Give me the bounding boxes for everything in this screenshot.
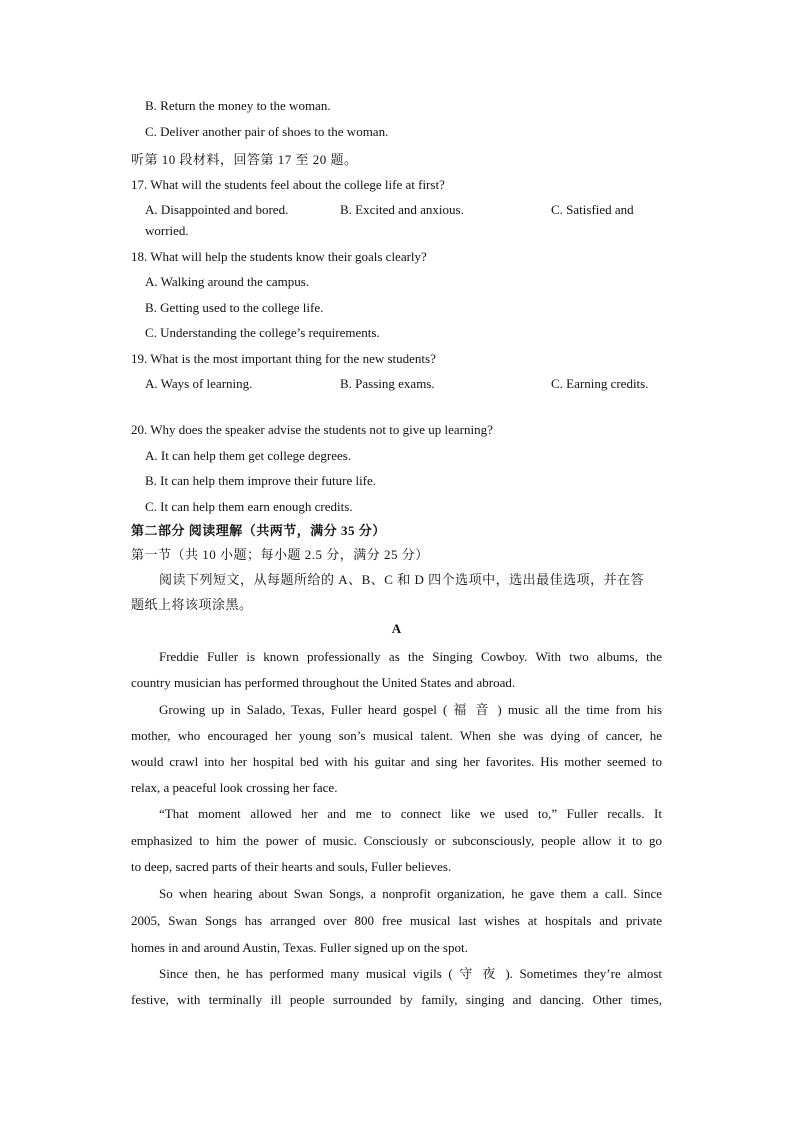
paragraph-4-line-2: 2005, Swan Songs has arranged over 800 free musical last wishes at hospitals and private (131, 913, 662, 928)
option-20b: B. It can help them improve their future life. (145, 473, 377, 488)
option-19a: A. Ways of learning. (145, 376, 253, 391)
paragraph-1-line-1: Freddie Fuller is known professionally as the Singing Cowboy. With two albums, the (159, 649, 662, 664)
option-17c: C. Satisfied and (551, 202, 634, 217)
option-18b: B. Getting used to the college life. (145, 300, 324, 315)
question-20: 20. Why does the speaker advise the students not to give up learning? (131, 422, 493, 437)
paragraph-4-line-1: So when hearing about Swan Songs, a nonprofit organization, he gave them a call. Since (159, 886, 662, 901)
section-10-instruction: 听第 10 段材料，回答第 17 至 20 题。 (131, 152, 358, 167)
question-19: 19. What is the most important thing for the new students? (131, 351, 436, 366)
option-20a: A. It can help them get college degrees. (145, 448, 352, 463)
option-17a: A. Disappointed and bored. (145, 202, 289, 217)
option-17b: B. Excited and anxious. (340, 202, 464, 217)
paragraph-3-line-2: emphasized to him the power of music. Consciously or subconsciously, people allow it to go (131, 833, 662, 848)
option-19b: B. Passing exams. (340, 376, 435, 391)
paragraph-2-line-2: mother, who encouraged her young son’s musical talent. When she was dying of cancer, he (131, 728, 662, 743)
option-18a: A. Walking around the campus. (145, 274, 310, 289)
paragraph-5-line-1: Since then, he has performed many musical vigils ( 守 夜 ). Sometimes they’re almost (159, 966, 662, 981)
option-16c: C. Deliver another pair of shoes to the woman. (145, 124, 389, 139)
section-1-heading: 第一节（共 10 小题；每小题 2.5 分，满分 25 分） (131, 547, 429, 562)
option-19c: C. Earning credits. (551, 376, 649, 391)
instruction-line-1: 阅读下列短文，从每题所给的 A、B、C 和 D 四个选项中，选出最佳选项，并在答 (159, 572, 645, 587)
part-2-heading: 第二部分 阅读理解（共两节，满分 35 分） (131, 523, 386, 538)
option-17c-continued: worried. (145, 223, 189, 238)
option-20c: C. It can help them earn enough credits. (145, 499, 353, 514)
paragraph-3-line-3: to deep, sacred parts of their hearts and souls, Fuller believes. (131, 859, 452, 874)
paragraph-1-line-2: country musician has performed throughout the United States and abroad. (131, 675, 516, 690)
paragraph-2-line-1: Growing up in Salado, Texas, Fuller heard gospel ( 福 音 ) music all the time from his (159, 702, 662, 717)
question-18: 18. What will help the students know their goals clearly? (131, 249, 427, 264)
passage-label: A (391, 621, 402, 636)
instruction-line-2: 题纸上将该项涂黑。 (131, 597, 253, 612)
question-17: 17. What will the students feel about the college life at first? (131, 177, 445, 192)
option-18c: C. Understanding the college’s requirements. (145, 325, 380, 340)
paragraph-2-line-3: would crawl into her hospital bed with his guitar and sing her favorites. His mother seemed to (131, 754, 662, 769)
option-16b: B. Return the money to the woman. (145, 98, 331, 113)
paragraph-5-line-2: festive, with terminally ill people surrounded by family, singing and dancing. Other times, (131, 992, 662, 1007)
paragraph-4-line-3: homes in and around Austin, Texas. Fuller signed up on the spot. (131, 940, 468, 955)
paragraph-2-line-4: relax, a peaceful look crossing her face. (131, 780, 338, 795)
paragraph-3-line-1: “That moment allowed her and me to connect like we used to,” Fuller recalls. It (159, 806, 662, 821)
